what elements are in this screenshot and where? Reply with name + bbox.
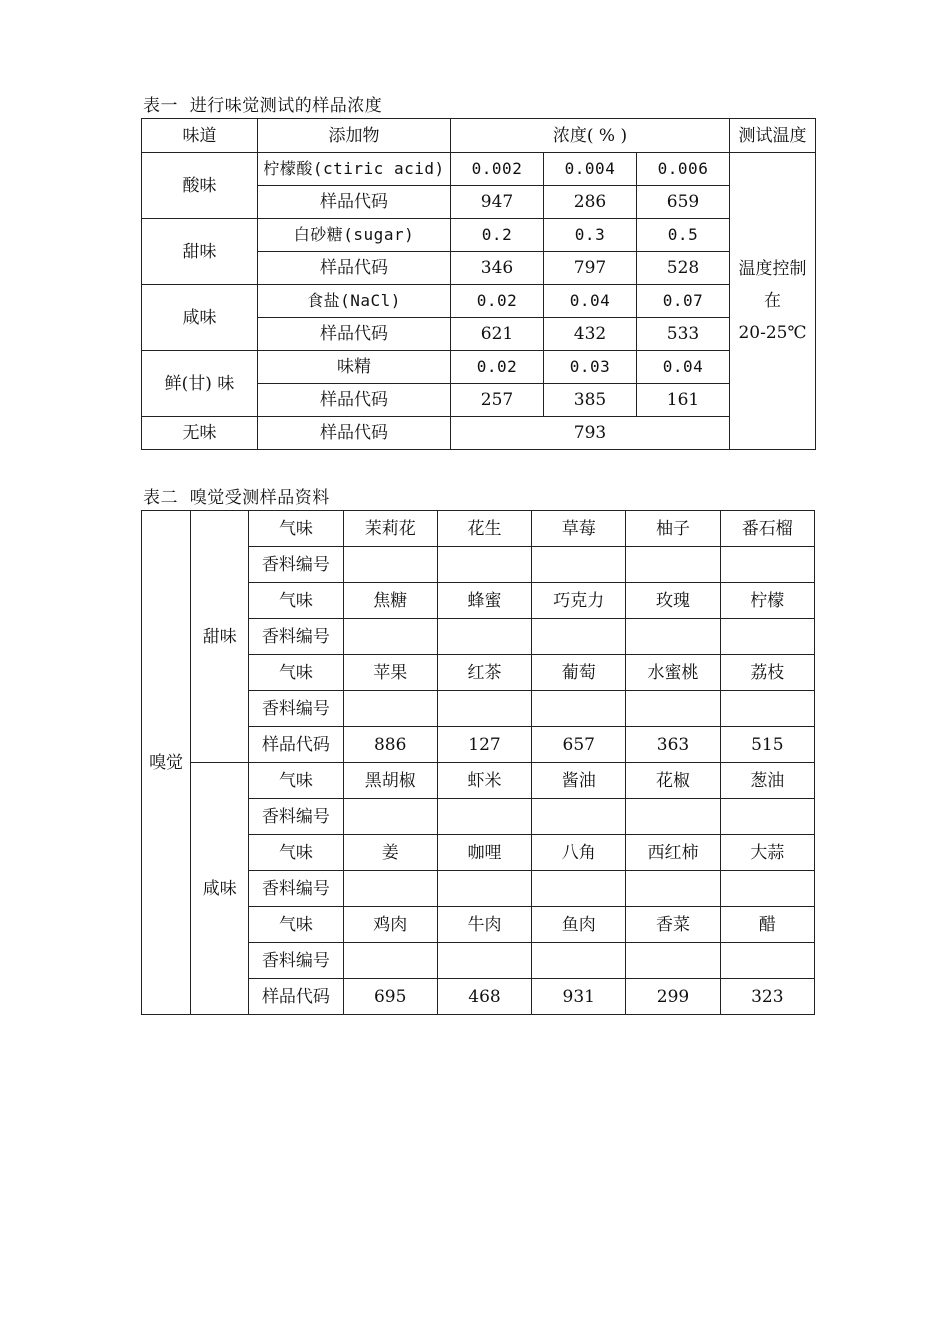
smell-cell: 醋 bbox=[720, 907, 814, 943]
conc-cell: 0.004 bbox=[544, 153, 637, 186]
conc-cell: 0.3 bbox=[544, 219, 637, 252]
fragrance-code-cell bbox=[626, 691, 720, 727]
sample-code-cell: 931 bbox=[532, 979, 626, 1015]
smell-cell: 苹果 bbox=[343, 655, 437, 691]
table2-caption: 表二 嗅觉受测样品资料 bbox=[143, 488, 330, 508]
temp-note-line: 温度控制 bbox=[738, 259, 807, 279]
header-concentration: 浓度( % ) bbox=[451, 119, 730, 153]
smell-cell: 葱油 bbox=[720, 763, 814, 799]
conc-cell: 0.04 bbox=[637, 351, 730, 384]
conc-cell: 0.006 bbox=[637, 153, 730, 186]
fragrance-code-cell bbox=[720, 691, 814, 727]
sample-code-cell: 515 bbox=[720, 727, 814, 763]
smell-cell: 荔枝 bbox=[720, 655, 814, 691]
code-cell: 432 bbox=[544, 318, 637, 351]
fragrance-code-cell bbox=[343, 619, 437, 655]
row-label-cell: 样品代码 bbox=[249, 979, 343, 1015]
smell-cell: 酱油 bbox=[532, 763, 626, 799]
table-row bbox=[142, 417, 816, 450]
conc-cell: 0.002 bbox=[451, 153, 544, 186]
fragrance-code-cell bbox=[626, 799, 720, 835]
smell-row bbox=[142, 511, 815, 547]
fragrance-code-cell bbox=[720, 943, 814, 979]
smell-row bbox=[142, 763, 815, 799]
fragrance-code-cell bbox=[532, 619, 626, 655]
taste-test-table bbox=[141, 118, 816, 450]
fragrance-code-cell bbox=[437, 799, 531, 835]
sample-code-cell: 299 bbox=[626, 979, 720, 1015]
row-label-cell: 香料编号 bbox=[249, 619, 343, 655]
sample-code-cell: 886 bbox=[343, 727, 437, 763]
section-label-cell: 咸味 bbox=[191, 763, 249, 1015]
code-label-cell: 样品代码 bbox=[258, 417, 451, 450]
additive-cell: 柠檬酸(ctiric acid) bbox=[258, 153, 451, 186]
fragrance-code-cell bbox=[720, 799, 814, 835]
sample-code-cell: 363 bbox=[626, 727, 720, 763]
code-label-cell: 样品代码 bbox=[258, 252, 451, 285]
sample-code-cell: 468 bbox=[437, 979, 531, 1015]
fragrance-code-cell bbox=[343, 691, 437, 727]
smell-cell: 蜂蜜 bbox=[437, 583, 531, 619]
taste-cell: 鲜(甘) 味 bbox=[142, 351, 258, 417]
fragrance-code-cell bbox=[437, 871, 531, 907]
row-label-cell: 样品代码 bbox=[249, 727, 343, 763]
fragrance-code-cell bbox=[532, 943, 626, 979]
temp-note-line: 在 bbox=[764, 291, 781, 311]
conc-cell: 0.03 bbox=[544, 351, 637, 384]
smell-cell: 番石榴 bbox=[720, 511, 814, 547]
fragrance-code-cell bbox=[437, 547, 531, 583]
row-label-cell: 气味 bbox=[249, 511, 343, 547]
smell-cell: 柠檬 bbox=[720, 583, 814, 619]
smell-cell: 姜 bbox=[343, 835, 437, 871]
smell-cell: 八角 bbox=[532, 835, 626, 871]
sample-code-cell: 323 bbox=[720, 979, 814, 1015]
smell-cell: 花椒 bbox=[626, 763, 720, 799]
smell-cell: 巧克力 bbox=[532, 583, 626, 619]
conc-cell: 0.04 bbox=[544, 285, 637, 318]
code-label-cell: 样品代码 bbox=[258, 186, 451, 219]
row-label-cell: 气味 bbox=[249, 835, 343, 871]
smell-cell: 草莓 bbox=[532, 511, 626, 547]
smell-cell: 虾米 bbox=[437, 763, 531, 799]
outer-label-cell: 嗅觉 bbox=[142, 511, 191, 1015]
smell-cell: 鸡肉 bbox=[343, 907, 437, 943]
table1-caption: 表一 进行味觉测试的样品浓度 bbox=[143, 96, 383, 116]
additive-cell: 味精 bbox=[258, 351, 451, 384]
fragrance-code-cell bbox=[343, 943, 437, 979]
header-additive: 添加物 bbox=[258, 119, 451, 153]
table-header-row bbox=[142, 119, 816, 153]
row-label-cell: 香料编号 bbox=[249, 547, 343, 583]
code-cell: 947 bbox=[451, 186, 544, 219]
smell-cell: 大蒜 bbox=[720, 835, 814, 871]
smell-cell: 葡萄 bbox=[532, 655, 626, 691]
row-label-cell: 气味 bbox=[249, 763, 343, 799]
code-label-cell: 样品代码 bbox=[258, 384, 451, 417]
code-cell: 385 bbox=[544, 384, 637, 417]
conc-cell: 0.02 bbox=[451, 351, 544, 384]
code-cell: 286 bbox=[544, 186, 637, 219]
code-cell: 161 bbox=[637, 384, 730, 417]
conc-cell: 0.5 bbox=[637, 219, 730, 252]
row-label-cell: 气味 bbox=[249, 907, 343, 943]
fragrance-code-cell bbox=[343, 799, 437, 835]
code-cell: 346 bbox=[451, 252, 544, 285]
row-label-cell: 香料编号 bbox=[249, 691, 343, 727]
taste-cell: 咸味 bbox=[142, 285, 258, 351]
fragrance-code-cell bbox=[720, 871, 814, 907]
code-cell: 659 bbox=[637, 186, 730, 219]
smell-cell: 玫瑰 bbox=[626, 583, 720, 619]
temp-note-line: 20-25℃ bbox=[738, 323, 807, 343]
fragrance-code-cell bbox=[720, 547, 814, 583]
smell-cell: 焦糖 bbox=[343, 583, 437, 619]
header-taste: 味道 bbox=[142, 119, 258, 153]
taste-cell: 甜味 bbox=[142, 219, 258, 285]
sample-code-cell: 695 bbox=[343, 979, 437, 1015]
code-label-cell: 样品代码 bbox=[258, 318, 451, 351]
temp-note-cell bbox=[730, 153, 816, 450]
row-label-cell: 香料编号 bbox=[249, 871, 343, 907]
fragrance-code-cell bbox=[626, 619, 720, 655]
smell-cell: 牛肉 bbox=[437, 907, 531, 943]
smell-cell: 红茶 bbox=[437, 655, 531, 691]
smell-cell: 柚子 bbox=[626, 511, 720, 547]
row-label-cell: 香料编号 bbox=[249, 943, 343, 979]
fragrance-code-cell bbox=[532, 871, 626, 907]
smell-cell: 鱼肉 bbox=[532, 907, 626, 943]
code-cell: 257 bbox=[451, 384, 544, 417]
section-label-cell: 甜味 bbox=[191, 511, 249, 763]
smell-test-table bbox=[141, 510, 815, 1015]
row-label-cell: 气味 bbox=[249, 655, 343, 691]
taste-cell: 无味 bbox=[142, 417, 258, 450]
code-cell: 533 bbox=[637, 318, 730, 351]
code-cell: 797 bbox=[544, 252, 637, 285]
row-label-cell: 气味 bbox=[249, 583, 343, 619]
fragrance-code-cell bbox=[437, 943, 531, 979]
code-cell: 621 bbox=[451, 318, 544, 351]
smell-cell: 花生 bbox=[437, 511, 531, 547]
fragrance-code-cell bbox=[343, 871, 437, 907]
fragrance-code-cell bbox=[437, 691, 531, 727]
smell-cell: 西红柿 bbox=[626, 835, 720, 871]
sample-code-cell: 127 bbox=[437, 727, 531, 763]
table-row bbox=[142, 219, 816, 252]
smell-cell: 咖哩 bbox=[437, 835, 531, 871]
table-row bbox=[142, 153, 816, 186]
smell-cell: 茉莉花 bbox=[343, 511, 437, 547]
smell-cell: 黑胡椒 bbox=[343, 763, 437, 799]
taste-cell: 酸味 bbox=[142, 153, 258, 219]
fragrance-code-cell bbox=[532, 691, 626, 727]
table-row bbox=[142, 285, 816, 318]
header-temp: 测试温度 bbox=[730, 119, 816, 153]
conc-cell: 0.07 bbox=[637, 285, 730, 318]
additive-cell: 白砂糖(sugar) bbox=[258, 219, 451, 252]
row-label-cell: 香料编号 bbox=[249, 799, 343, 835]
fragrance-code-cell bbox=[626, 547, 720, 583]
fragrance-code-cell bbox=[720, 619, 814, 655]
smell-cell: 水蜜桃 bbox=[626, 655, 720, 691]
fragrance-code-cell bbox=[437, 619, 531, 655]
conc-cell: 0.2 bbox=[451, 219, 544, 252]
fragrance-code-cell bbox=[626, 871, 720, 907]
additive-cell: 食盐(NaCl) bbox=[258, 285, 451, 318]
conc-cell: 0.02 bbox=[451, 285, 544, 318]
fragrance-code-cell bbox=[626, 943, 720, 979]
smell-cell: 香菜 bbox=[626, 907, 720, 943]
code-cell: 528 bbox=[637, 252, 730, 285]
code-cell: 793 bbox=[451, 417, 730, 450]
fragrance-code-cell bbox=[532, 799, 626, 835]
fragrance-code-cell bbox=[532, 547, 626, 583]
fragrance-code-cell bbox=[343, 547, 437, 583]
table-row bbox=[142, 351, 816, 384]
sample-code-cell: 657 bbox=[532, 727, 626, 763]
